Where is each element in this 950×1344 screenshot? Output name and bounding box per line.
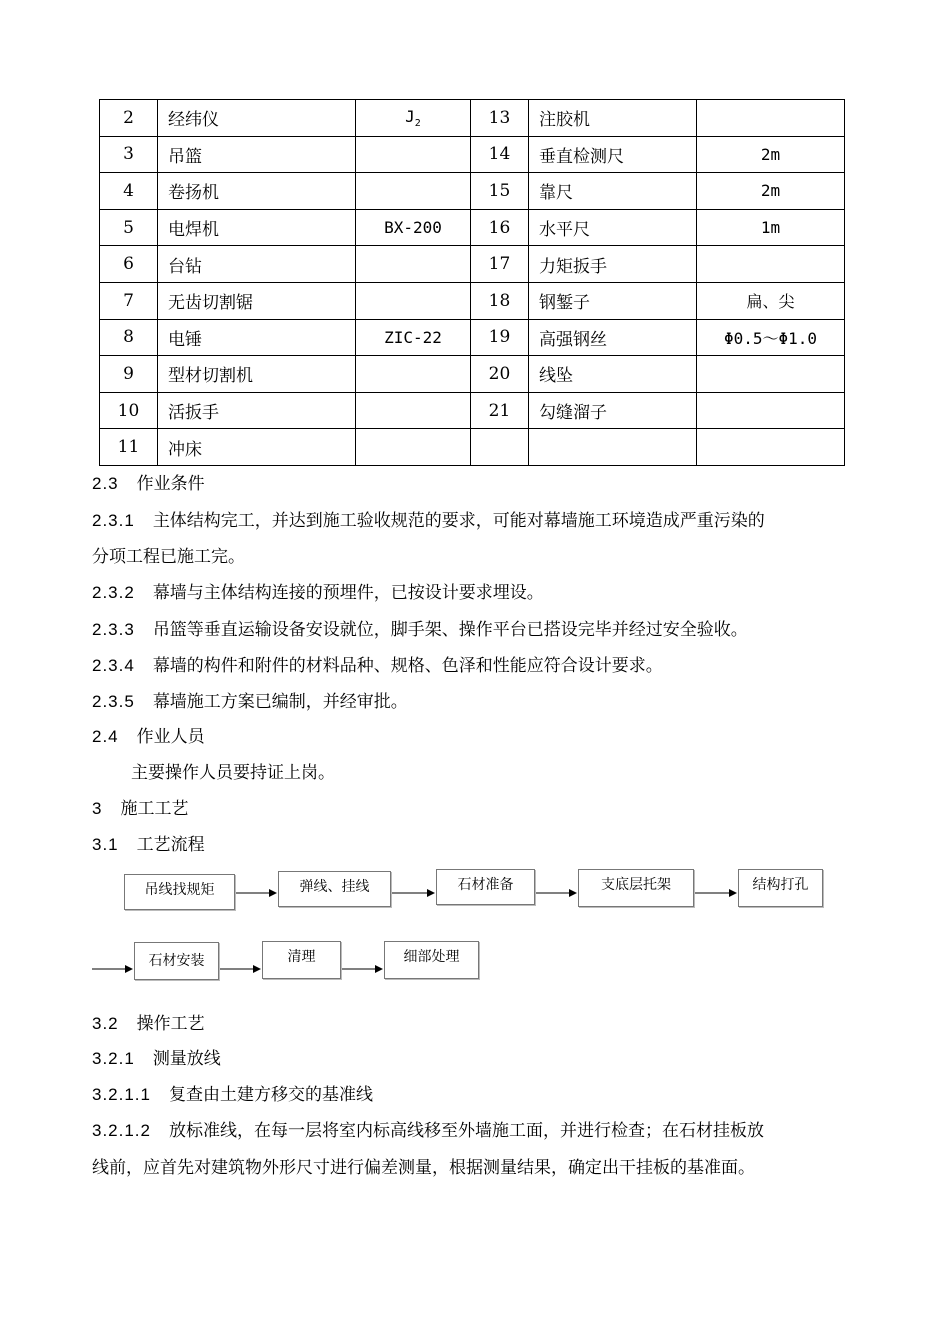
section-number: 2.4 xyxy=(92,727,119,746)
clause-number: 2.3.1 xyxy=(92,511,135,530)
item-name-cell: 冲床 xyxy=(158,429,356,466)
flow-step: 细部处理 xyxy=(384,941,479,979)
clause-text: 吊篮等垂直运输设备安设就位，脚手架、操作平台已搭设完毕并经过安全验收。 xyxy=(152,620,748,640)
flow-step: 石材准备 xyxy=(436,869,535,905)
section-3-2-heading xyxy=(92,1009,205,1034)
section-number: 3 xyxy=(92,799,103,818)
item-name-cell: 活扳手 xyxy=(158,392,356,429)
item-name-cell: 勾缝溜子 xyxy=(529,392,697,429)
clause-number: 2.3.3 xyxy=(92,620,135,639)
item-name-cell: 靠尺 xyxy=(529,173,697,210)
item-number-cell: 9 xyxy=(100,356,158,393)
spec-text: J xyxy=(405,106,415,126)
clause-number: 2.3.5 xyxy=(92,692,135,711)
section-title: 施工工艺 xyxy=(120,799,189,819)
clause-number: 3.2.1 xyxy=(92,1049,135,1068)
flow-step: 吊线找规矩 xyxy=(124,874,235,910)
item-number-cell: 6 xyxy=(100,246,158,283)
item-spec-cell: 2m xyxy=(697,173,845,210)
item-number-cell: 21 xyxy=(471,392,529,429)
section-title: 操作工艺 xyxy=(136,1014,205,1034)
spec-subscript: 2 xyxy=(414,117,421,129)
clause-number: 2.3.2 xyxy=(92,583,135,602)
item-name-cell: 电锤 xyxy=(158,319,356,356)
item-number-cell: 18 xyxy=(471,282,529,319)
item-name-cell: 型材切割机 xyxy=(158,356,356,393)
flow-step: 清理 xyxy=(262,941,341,979)
item-spec-cell: 2m xyxy=(697,136,845,173)
clause-text: 幕墙的构件和附件的材料品种、规格、色泽和性能应符合设计要求。 xyxy=(152,656,663,676)
section-title: 作业人员 xyxy=(136,727,205,747)
clause-number: 3.2.1.1 xyxy=(92,1085,151,1104)
item-number-cell: 2 xyxy=(100,100,158,137)
item-spec-cell: 1m xyxy=(697,209,845,246)
item-spec-cell: 扁、尖 xyxy=(697,282,845,319)
clause-text: 幕墙施工方案已编制，并经审批。 xyxy=(152,692,408,712)
clause-text: 测量放线 xyxy=(152,1049,221,1069)
section-number: 2.3 xyxy=(92,474,119,493)
clause-number: 2.3.4 xyxy=(92,656,135,675)
item-name-cell: 经纬仪 xyxy=(158,100,356,137)
item-name-cell: 钢錾子 xyxy=(529,282,697,319)
clause-text: 放标准线，在每一层将室内标高线移至外墙施工面，并进行检查；在石材挂板放 xyxy=(169,1121,764,1141)
clause-3-2-1-2 xyxy=(92,1116,764,1141)
item-number-cell: 5 xyxy=(100,209,158,246)
item-name-cell: 注胶机 xyxy=(529,100,697,137)
item-name-cell: 电焊机 xyxy=(158,209,356,246)
section-title: 作业条件 xyxy=(136,474,205,494)
clause-text-continued: 线前，应首先对建筑物外形尺寸进行偏差测量，根据测量结果，确定出干挂板的基准面。 xyxy=(92,1158,755,1178)
item-name-cell: 台钻 xyxy=(158,246,356,283)
item-number-cell: 14 xyxy=(471,136,529,173)
item-name-cell: 卷扬机 xyxy=(158,173,356,210)
clause-text-continued: 分项工程已施工完。 xyxy=(92,547,245,567)
item-number-cell: 4 xyxy=(100,173,158,210)
item-name-cell: 高强钢丝 xyxy=(529,319,697,356)
clause-text: 复查由土建方移交的基准线 xyxy=(169,1085,373,1105)
spec-text: BX-200 xyxy=(384,218,442,238)
item-number-cell: 16 xyxy=(471,209,529,246)
item-name-cell: 无齿切割锯 xyxy=(158,282,356,319)
item-number-cell: 3 xyxy=(100,136,158,173)
clause-number: 3.2.1.2 xyxy=(92,1121,151,1140)
flow-step: 弹线、挂线 xyxy=(278,871,391,907)
item-name-cell: 力矩扳手 xyxy=(529,246,697,283)
item-number-cell: 8 xyxy=(100,319,158,356)
flow-step: 支底层托架 xyxy=(578,869,694,907)
item-name-cell: 线坠 xyxy=(529,356,697,393)
item-number-cell: 15 xyxy=(471,173,529,210)
clause-3-2-1-1 xyxy=(92,1080,373,1105)
item-number-cell: 10 xyxy=(100,392,158,429)
item-name-cell: 垂直检测尺 xyxy=(529,136,697,173)
item-spec-cell: Φ0.5～Φ1.0 xyxy=(697,319,845,356)
clause-3-2-1-2-continued xyxy=(92,1153,755,1178)
item-number-cell: 11 xyxy=(100,429,158,466)
item-name-cell: 吊篮 xyxy=(158,136,356,173)
section-number: 3.1 xyxy=(92,835,119,854)
clause-3-2-1 xyxy=(92,1044,221,1069)
item-number-cell: 13 xyxy=(471,100,529,137)
flow-step: 石材安装 xyxy=(134,942,219,980)
clause-text: 主体结构完工，并达到施工验收规范的要求，可能对幕墙施工环境造成严重污染的 xyxy=(152,511,765,531)
item-number-cell: 19 xyxy=(471,319,529,356)
item-name-cell: 水平尺 xyxy=(529,209,697,246)
item-number-cell: 20 xyxy=(471,356,529,393)
item-number-cell: 7 xyxy=(100,282,158,319)
spec-text: ZIC-22 xyxy=(384,327,442,347)
section-number: 3.2 xyxy=(92,1014,119,1033)
clause-text: 幕墙与主体结构连接的预埋件，已按设计要求埋设。 xyxy=(152,583,544,603)
body-text: 主要操作人员要持证上岗。 xyxy=(131,763,335,783)
section-title: 工艺流程 xyxy=(136,835,205,855)
flow-step: 结构打孔 xyxy=(738,869,823,907)
item-number-cell: 17 xyxy=(471,246,529,283)
